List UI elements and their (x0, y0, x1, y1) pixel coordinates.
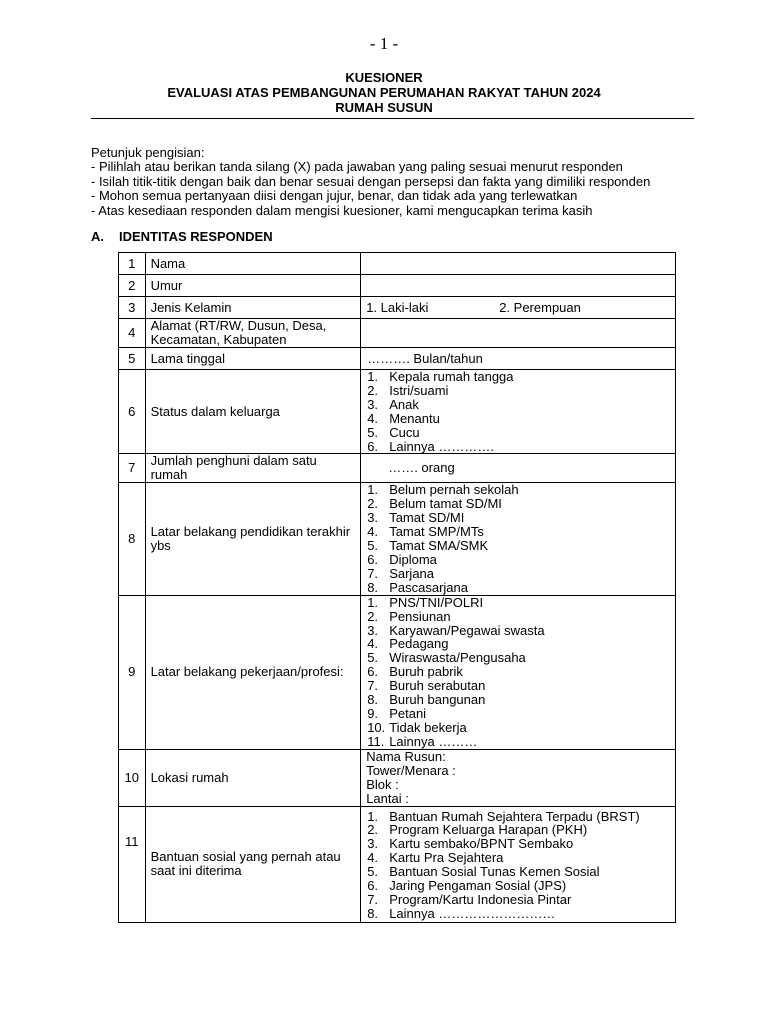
question-label: Lokasi rumah (145, 749, 361, 806)
option-number: 1. (367, 594, 379, 610)
option-2[interactable]: 2. Perempuan (499, 299, 581, 315)
option-item[interactable] (367, 624, 670, 638)
table-row (119, 806, 676, 922)
table-row (119, 297, 676, 319)
option-item[interactable] (367, 384, 670, 398)
option-item[interactable] (367, 707, 670, 721)
option-number: 7. (367, 565, 379, 581)
option-number: 8. (367, 692, 379, 708)
option-number: 3. (367, 396, 379, 412)
option-number: 7. (367, 892, 379, 907)
option-label: Lainnya ……………………… (389, 905, 556, 921)
document-title: KUESIONER (345, 70, 423, 85)
option-number: 1. (367, 369, 379, 384)
option-item[interactable] (367, 810, 670, 824)
row-number: 7 (119, 454, 146, 483)
option-label: Program/Kartu Indonesia Pintar (389, 892, 572, 907)
option-label: Kartu Pra Sejahtera (389, 850, 504, 866)
option-label: Tamat SMA/SMK (389, 538, 489, 554)
row-number: 3 (119, 297, 146, 319)
answer-cell[interactable] (361, 253, 676, 275)
option-label: Wiraswasta/Pengusaha (389, 650, 526, 666)
option-item[interactable] (367, 581, 670, 595)
table-row (119, 253, 676, 275)
option-number: 4. (367, 636, 379, 652)
question-label: Jumlah penghuni dalam satu rumah (145, 454, 361, 483)
option-label: Diploma (389, 551, 437, 567)
option-label: Bantuan Rumah Sejahtera Terpadu (BRST) (389, 808, 640, 824)
option-item[interactable] (367, 735, 670, 749)
option-label: Kartu sembako/BPNT Sembako (389, 836, 574, 852)
answer-cell[interactable] (361, 595, 676, 749)
option-item[interactable] (367, 398, 670, 412)
question-label: Nama (145, 253, 361, 275)
option-item[interactable] (367, 370, 670, 384)
instruction-line: - Atas kesediaan responden dalam mengisi kuesioner, kami mengucapkan terima kasih (91, 202, 593, 218)
option-label: Menantu (389, 410, 440, 426)
question-label: Lama tinggal (145, 348, 361, 370)
table-row (119, 319, 676, 348)
option-label: Petani (389, 705, 427, 721)
options-list (366, 808, 670, 921)
row-number: 9 (119, 595, 146, 749)
option-number: 5. (367, 538, 379, 554)
option-number: 3. (367, 510, 379, 526)
answer-cell[interactable] (361, 483, 676, 595)
option-number: 1. (367, 482, 379, 498)
option-item[interactable] (367, 907, 670, 921)
answer-cell[interactable] (361, 806, 676, 922)
table-row (119, 749, 676, 806)
option-item[interactable] (367, 596, 670, 610)
option-item[interactable] (367, 893, 670, 907)
answer-cell[interactable] (361, 370, 676, 454)
option-item[interactable] (367, 511, 670, 525)
option-item[interactable] (367, 721, 670, 735)
option-item[interactable] (367, 637, 670, 651)
option-label: Bantuan Sosial Tunas Kemen Sosial (389, 864, 600, 880)
option-number: 11. (367, 733, 385, 749)
answer-cell[interactable] (361, 297, 676, 319)
option-number: 8. (367, 905, 379, 921)
table-row (119, 454, 676, 483)
option-item[interactable] (367, 426, 670, 440)
option-number: 4. (367, 410, 379, 426)
option-label: Lainnya …………. (389, 438, 494, 454)
fill-in-blank[interactable]: ……. orang (388, 460, 455, 476)
row-number: 11 (119, 806, 146, 922)
option-number: 2. (367, 608, 379, 624)
option-number: 5. (367, 650, 379, 666)
option-label: Jaring Pengaman Sosial (JPS) (389, 878, 567, 894)
header-divider (91, 118, 694, 119)
option-number: 4. (367, 524, 379, 540)
instructions-heading: Petunjuk pengisian: (91, 145, 205, 160)
row-number: 10 (119, 749, 146, 806)
option-label: Karyawan/Pegawai swasta (389, 622, 545, 638)
option-number: 2. (367, 496, 379, 512)
option-item[interactable] (367, 865, 670, 879)
fill-in-blank[interactable]: ………. Bulan/tahun (367, 350, 483, 366)
location-field[interactable]: Blok : (366, 776, 399, 792)
question-label: Bantuan sosial yang pernah atau saat ini diterima (145, 806, 361, 922)
option-number: 9. (367, 705, 379, 721)
instruction-line: - Pilihlah atau berikan tanda silang (X) pada jawaban yang paling sesuai menurut responden (91, 159, 623, 175)
option-number: 3. (367, 836, 379, 852)
option-item[interactable] (367, 823, 670, 837)
row-number: 6 (119, 370, 146, 454)
document-header (0, 70, 768, 115)
row-number: 5 (119, 348, 146, 370)
option-label: Buruh bangunan (389, 692, 486, 708)
option-label: Pensiunan (389, 608, 451, 624)
option-label: Anak (389, 396, 419, 412)
section-letter: A. (91, 229, 104, 244)
option-number: 1. (367, 808, 379, 824)
option-number: 6. (367, 551, 379, 567)
location-field[interactable]: Lantai : (366, 790, 409, 806)
option-item[interactable] (367, 567, 670, 581)
option-1[interactable]: 1. Laki-laki (366, 299, 429, 315)
location-field[interactable]: Tower/Menara : (366, 762, 456, 778)
option-item[interactable] (367, 879, 670, 893)
option-label: Buruh serabutan (389, 678, 486, 694)
option-item[interactable] (367, 483, 670, 497)
question-label: Alamat (RT/RW, Dusun, Desa, Kecamatan, Kabupaten (145, 319, 361, 348)
option-item[interactable] (367, 539, 670, 553)
instructions (91, 146, 711, 218)
answer-cell[interactable] (361, 454, 676, 483)
row-number: 4 (119, 319, 146, 348)
table-row (119, 483, 676, 595)
section-title: IDENTITAS RESPONDEN (119, 229, 273, 244)
answer-cell[interactable] (361, 275, 676, 297)
option-number: 6. (367, 664, 379, 680)
table-row (119, 348, 676, 370)
option-label: Pascasarjana (389, 579, 468, 595)
question-label: Umur (145, 275, 361, 297)
gender-options (366, 301, 670, 315)
option-item[interactable] (367, 497, 670, 511)
option-number: 2. (367, 822, 379, 838)
question-label: Status dalam keluarga (145, 370, 361, 454)
option-item[interactable] (367, 553, 670, 567)
location-field[interactable]: Nama Rusun: (366, 748, 446, 764)
option-item[interactable] (367, 440, 670, 454)
option-label: Sarjana (389, 565, 435, 581)
option-label: Cucu (389, 424, 420, 440)
option-item[interactable] (367, 693, 670, 707)
options-list (366, 596, 670, 749)
instruction-line: - Isilah titik-titik dengan baik dan benar sesuai dengan persepsi dan fakta yang dimiliki responden (91, 173, 651, 189)
option-label: Pedagang (389, 636, 449, 652)
option-number: 6. (367, 438, 379, 454)
option-number: 4. (367, 850, 379, 866)
document-subtitle-2: RUMAH SUSUN (335, 100, 433, 115)
respondent-identity-table (118, 252, 676, 923)
section-heading (91, 229, 273, 244)
option-label: Tamat SMP/MTs (389, 524, 484, 540)
option-number: 10. (367, 719, 386, 735)
option-label: Istri/suami (389, 382, 449, 398)
answer-cell[interactable] (361, 348, 676, 370)
option-number: 6. (367, 878, 379, 894)
options-list (366, 483, 670, 594)
option-label: Belum pernah sekolah (389, 482, 519, 498)
option-item[interactable] (367, 610, 670, 624)
document-subtitle: EVALUASI ATAS PEMBANGUNAN PERUMAHAN RAKYAT TAHUN 2024 (167, 85, 601, 100)
option-label: PNS/TNI/POLRI (389, 594, 484, 610)
option-item[interactable] (367, 665, 670, 679)
option-number: 8. (367, 579, 379, 595)
options-list (366, 370, 670, 453)
instruction-line: - Mohon semua pertanyaan diisi dengan jujur, benar, dan tidak ada yang terlewatkan (91, 188, 578, 204)
option-item[interactable] (367, 651, 670, 665)
answer-cell[interactable] (361, 749, 676, 806)
option-label: Lainnya ……… (389, 733, 478, 749)
table-row (119, 595, 676, 749)
page-number: - 1 - (369, 34, 399, 53)
option-number: 5. (367, 864, 379, 880)
question-label: Jenis Kelamin (145, 297, 361, 319)
option-item[interactable] (367, 851, 670, 865)
option-label: Tidak bekerja (389, 719, 467, 735)
table-row (119, 370, 676, 454)
option-item[interactable] (367, 679, 670, 693)
table-row (119, 275, 676, 297)
option-number: 2. (367, 382, 379, 398)
row-number: 1 (119, 253, 146, 275)
option-number: 5. (367, 424, 379, 440)
row-number: 8 (119, 483, 146, 595)
row-number: 2 (119, 275, 146, 297)
option-label: Tamat SD/MI (389, 510, 465, 526)
option-number: 3. (367, 622, 379, 638)
question-label: Latar belakang pekerjaan/profesi: (145, 595, 361, 749)
option-label: Buruh pabrik (389, 664, 463, 680)
option-label: Belum tamat SD/MI (389, 496, 502, 512)
option-label: Program Keluarga Harapan (PKH) (389, 822, 588, 838)
option-label: Kepala rumah tangga (389, 369, 514, 384)
option-item[interactable] (367, 837, 670, 851)
answer-cell[interactable] (361, 319, 676, 348)
option-number: 7. (367, 678, 379, 694)
option-item[interactable] (367, 412, 670, 426)
option-item[interactable] (367, 525, 670, 539)
question-label: Latar belakang pendidikan terakhir ybs (145, 483, 361, 595)
